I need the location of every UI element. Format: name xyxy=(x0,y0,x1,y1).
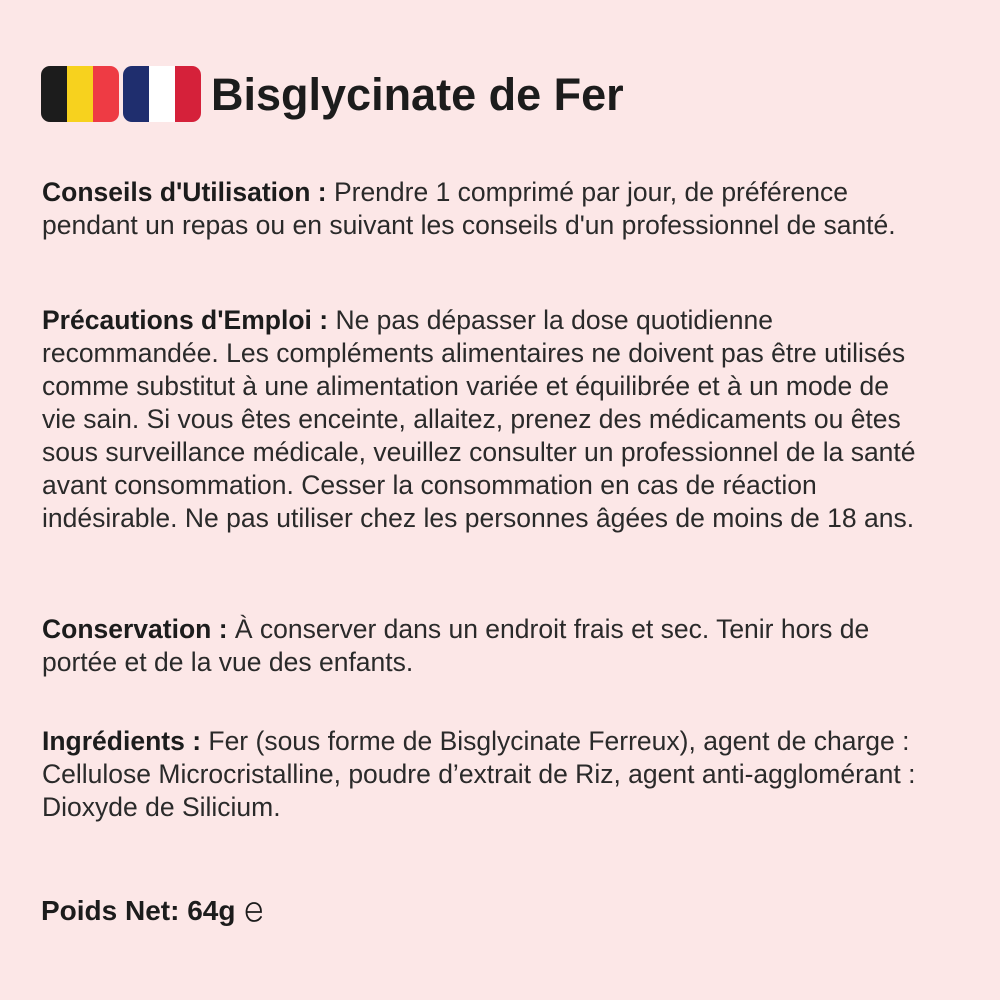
usage-section xyxy=(42,176,922,242)
header xyxy=(41,66,624,122)
usage-text: Prendre 1 comprimé par jour, de préférence pendant un repas ou en suivant les conseils d'un professionnel de santé. xyxy=(42,177,896,240)
flag-stripe-red xyxy=(93,66,119,122)
belgium-flag xyxy=(41,66,119,122)
flag-stripe-yellow xyxy=(67,66,93,122)
precautions-section xyxy=(42,304,922,535)
flag-stripe-red xyxy=(175,66,201,122)
page-title: Bisglycinate de Fer xyxy=(211,68,624,120)
ingredients-label: Ingrédients : xyxy=(42,726,202,756)
storage-section xyxy=(42,613,922,679)
precautions-text: Ne pas dépasser la dose quotidienne recommandée. Les compléments alimentaires ne doivent pas être utilisés comme substitut à une alimentation variée et équilibrée et à un mode de vie sain. Si vous êtes enceinte, allaitez, prenez des médicaments ou êtes sous surveillance médicale, veuillez consulter un professionnel de la santé avant consommation. Cesser la consommation en cas de réaction indésirable. Ne pas utiliser chez les personnes âgées de moins de 18 ans. xyxy=(42,305,916,533)
flag-stripe-blue xyxy=(123,66,149,122)
net-weight-label: Poids Net: 64g xyxy=(41,895,236,926)
ingredients-text: Fer (sous forme de Bisglycinate Ferreux), agent de charge : Cellulose Microcristalline, poudre d’extrait de Riz, agent anti-agglomérant : Dioxyde de Silicium. xyxy=(42,726,916,822)
estimated-sign-icon xyxy=(243,897,265,925)
ingredients-section xyxy=(42,725,922,824)
storage-text: À conserver dans un endroit frais et sec. Tenir hors de portée et de la vue des enfants. xyxy=(42,614,870,677)
flag-stripe-black xyxy=(41,66,67,122)
usage-label: Conseils d'Utilisation : xyxy=(42,177,327,207)
net-weight xyxy=(41,893,265,929)
precautions-label: Précautions d'Emploi : xyxy=(42,305,329,335)
france-flag xyxy=(123,66,201,122)
storage-label: Conservation : xyxy=(42,614,228,644)
flag-stripe-white xyxy=(149,66,175,122)
